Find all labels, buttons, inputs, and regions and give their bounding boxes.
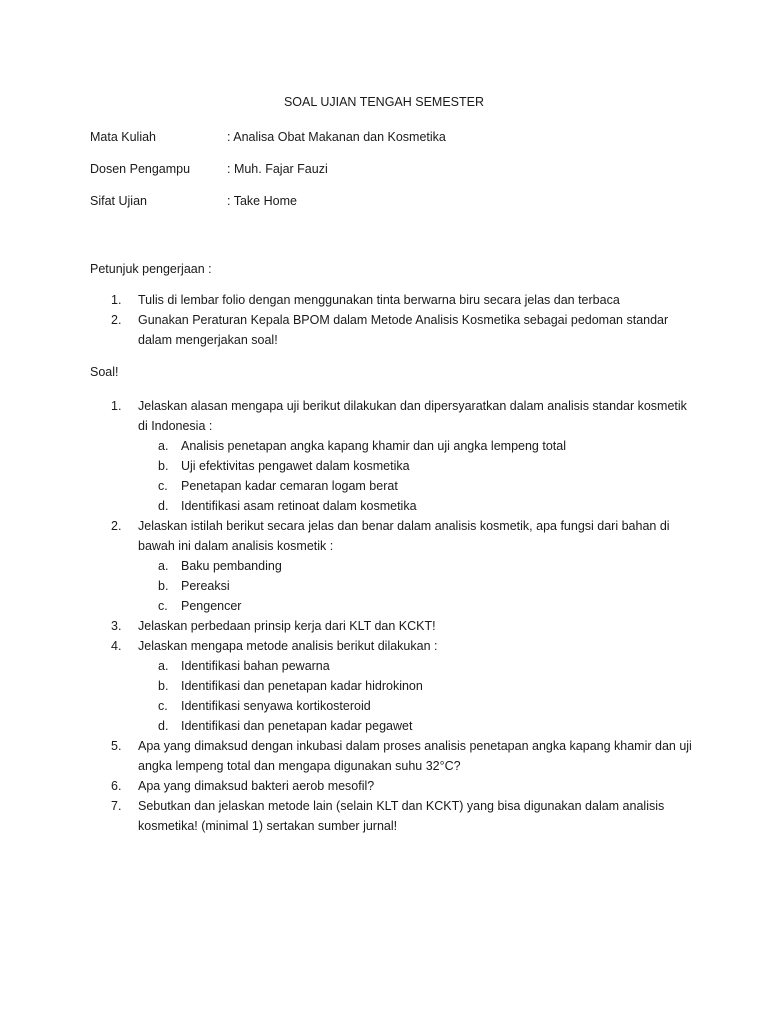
sub-item	[90, 436, 700, 456]
sub-item-letter: a.	[158, 559, 169, 573]
meta-value-exam-type: : Take Home	[227, 194, 297, 208]
sub-item-text: Identifikasi dan penetapan kadar pegawet	[181, 719, 413, 733]
document-title: SOAL UJIAN TENGAH SEMESTER	[283, 95, 485, 109]
instructions-heading: Petunjuk pengerjaan :	[90, 262, 212, 276]
sub-item-letter: b.	[158, 579, 169, 593]
question-text: Jelaskan perbedaan prinsip kerja dari KLT dan KCKT!	[138, 619, 436, 633]
question-text: Jelaskan alasan mengapa uji berikut dilakukan dan dipersyaratkan dalam analisis standar kosmetik di Indonesia :	[138, 399, 687, 433]
sub-item	[90, 576, 700, 596]
sub-item-text: Pereaksi	[181, 579, 230, 593]
meta-row-exam-type	[90, 191, 690, 211]
sub-item-letter: c.	[158, 479, 168, 493]
sub-item	[90, 696, 700, 716]
meta-value-course: : Analisa Obat Makanan dan Kosmetika	[227, 130, 446, 144]
sub-item-letter: c.	[158, 699, 168, 713]
sub-item-letter: a.	[158, 659, 169, 673]
question-text: Apa yang dimaksud bakteri aerob mesofil?	[138, 779, 375, 793]
sub-item-letter: b.	[158, 459, 169, 473]
instruction-text: Gunakan Peraturan Kepala BPOM dalam Metode Analisis Kosmetika sebagai pedoman standar dalam mengerjakan soal!	[138, 313, 669, 347]
question-item	[90, 616, 700, 636]
meta-row-course	[90, 127, 690, 147]
question-number: 3.	[111, 619, 122, 633]
question-text: Jelaskan istilah berikut secara jelas dan benar dalam analisis kosmetik, apa fungsi dari bahan di bawah ini dalam analisis kosmetik :	[138, 519, 670, 553]
question-text: Sebutkan dan jelaskan metode lain (selain KLT dan KCKT) yang bisa digunakan dalam analisis kosmetika! (minimal 1) sertakan sumber jurnal!	[138, 799, 665, 833]
sub-item-text: Identifikasi senyawa kortikosteroid	[181, 699, 371, 713]
question-item	[90, 776, 700, 796]
sub-item-text: Analisis penetapan angka kapang khamir dan uji angka lempeng total	[181, 439, 566, 453]
question-number: 1.	[111, 399, 122, 413]
instruction-number: 2.	[111, 313, 122, 327]
meta-row-lecturer	[90, 159, 690, 179]
instruction-text: Tulis di lembar folio dengan menggunakan tinta berwarna biru secara jelas dan terbaca	[138, 293, 620, 307]
sub-item	[90, 456, 700, 476]
question-number: 6.	[111, 779, 122, 793]
instruction-number: 1.	[111, 293, 122, 307]
sub-item-text: Penetapan kadar cemaran logam berat	[181, 479, 398, 493]
sub-item-text: Identifikasi asam retinoat dalam kosmetika	[181, 499, 417, 513]
sub-item-letter: d.	[158, 719, 169, 733]
question-item	[90, 636, 700, 656]
question-number: 7.	[111, 799, 122, 813]
question-item	[90, 516, 700, 556]
meta-label-course: Mata Kuliah	[90, 130, 157, 144]
question-text: Jelaskan mengapa metode analisis berikut dilakukan :	[138, 639, 438, 653]
questions-list	[90, 396, 700, 836]
sub-item-letter: d.	[158, 499, 169, 513]
meta-label-lecturer: Dosen Pengampu	[90, 162, 191, 176]
question-number: 4.	[111, 639, 122, 653]
question-text: Apa yang dimaksud dengan inkubasi dalam proses analisis penetapan angka kapang khamir dan uji angka lempeng total dan mengapa digunakan suhu 32°C?	[138, 739, 692, 773]
sub-item-text: Baku pembanding	[181, 559, 282, 573]
question-item	[90, 396, 700, 436]
sub-item	[90, 656, 700, 676]
sub-item	[90, 596, 700, 616]
sub-item	[90, 556, 700, 576]
question-item	[90, 796, 700, 836]
question-number: 2.	[111, 519, 122, 533]
meta-value-lecturer: : Muh. Fajar Fauzi	[227, 162, 328, 176]
meta-label-exam-type: Sifat Ujian	[90, 194, 147, 208]
instruction-item	[90, 310, 700, 350]
sub-item-text: Identifikasi dan penetapan kadar hidrokinon	[181, 679, 423, 693]
sub-item	[90, 716, 700, 736]
question-item	[90, 736, 700, 776]
question-number: 5.	[111, 739, 122, 753]
questions-heading: Soal!	[90, 365, 119, 379]
sub-item	[90, 476, 700, 496]
sub-item-letter: a.	[158, 439, 169, 453]
sub-item	[90, 676, 700, 696]
sub-item-letter: b.	[158, 679, 169, 693]
sub-item	[90, 496, 700, 516]
sub-item-text: Identifikasi bahan pewarna	[181, 659, 330, 673]
sub-item-text: Uji efektivitas pengawet dalam kosmetika	[181, 459, 410, 473]
instruction-item	[90, 290, 700, 310]
sub-item-letter: c.	[158, 599, 168, 613]
instructions-list	[90, 290, 700, 350]
sub-item-text: Pengencer	[181, 599, 242, 613]
